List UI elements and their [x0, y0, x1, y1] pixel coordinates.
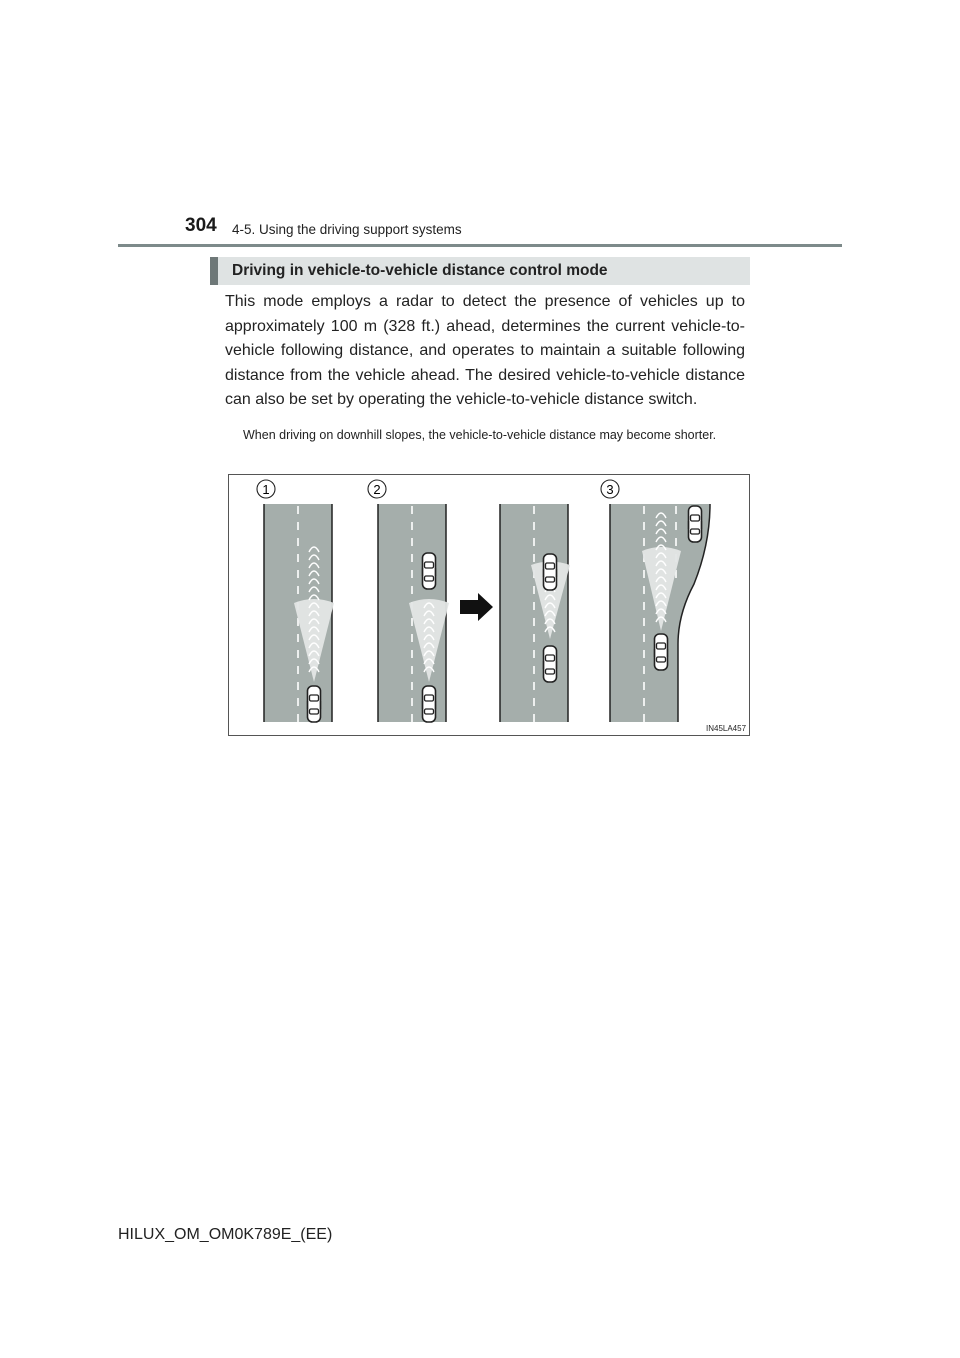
- note-paragraph: When driving on downhill slopes, the vehicle-to-vehicle distance may become shorter.: [243, 428, 717, 442]
- figure-code: IN45LA457: [706, 724, 747, 733]
- section-title: 4-5. Using the driving support systems: [232, 222, 462, 237]
- svg-text:2: 2: [373, 482, 381, 497]
- own-vehicle-icon: [308, 686, 321, 722]
- departing-vehicle-icon: [689, 506, 702, 542]
- acc-illustration: [228, 474, 750, 736]
- own-vehicle-icon: [655, 634, 668, 670]
- vehicle-ahead-icon: [544, 554, 557, 590]
- svg-text:1: 1: [262, 482, 270, 497]
- footer-manual-id: HILUX_OM_OM0K789E_(EE): [118, 1226, 333, 1243]
- heading-bar: [210, 257, 750, 285]
- marker-1: [257, 480, 275, 498]
- header-rule: [118, 244, 842, 247]
- heading-text: Driving in vehicle-to-vehicle distance control mode: [232, 262, 608, 279]
- marker-3: [601, 480, 619, 498]
- page-number: 304: [185, 215, 217, 236]
- vehicle-ahead-icon: [423, 553, 436, 589]
- svg-text:3: 3: [606, 482, 614, 497]
- own-vehicle-icon: [544, 646, 557, 682]
- body-paragraph: This mode employs a radar to detect the presence of vehicles up to approximately 100 m (328 ft.) ahead, determines the current vehicle-to-vehicle following distance, and operates to maintain a suitable following distance from the vehicle ahead. The desired vehicle-to-vehicle distance can also be set by operating the vehicle-to-vehicle distance switch.: [225, 293, 745, 408]
- own-vehicle-icon: [423, 686, 436, 722]
- road-panel-3: [500, 504, 568, 722]
- marker-2: [368, 480, 386, 498]
